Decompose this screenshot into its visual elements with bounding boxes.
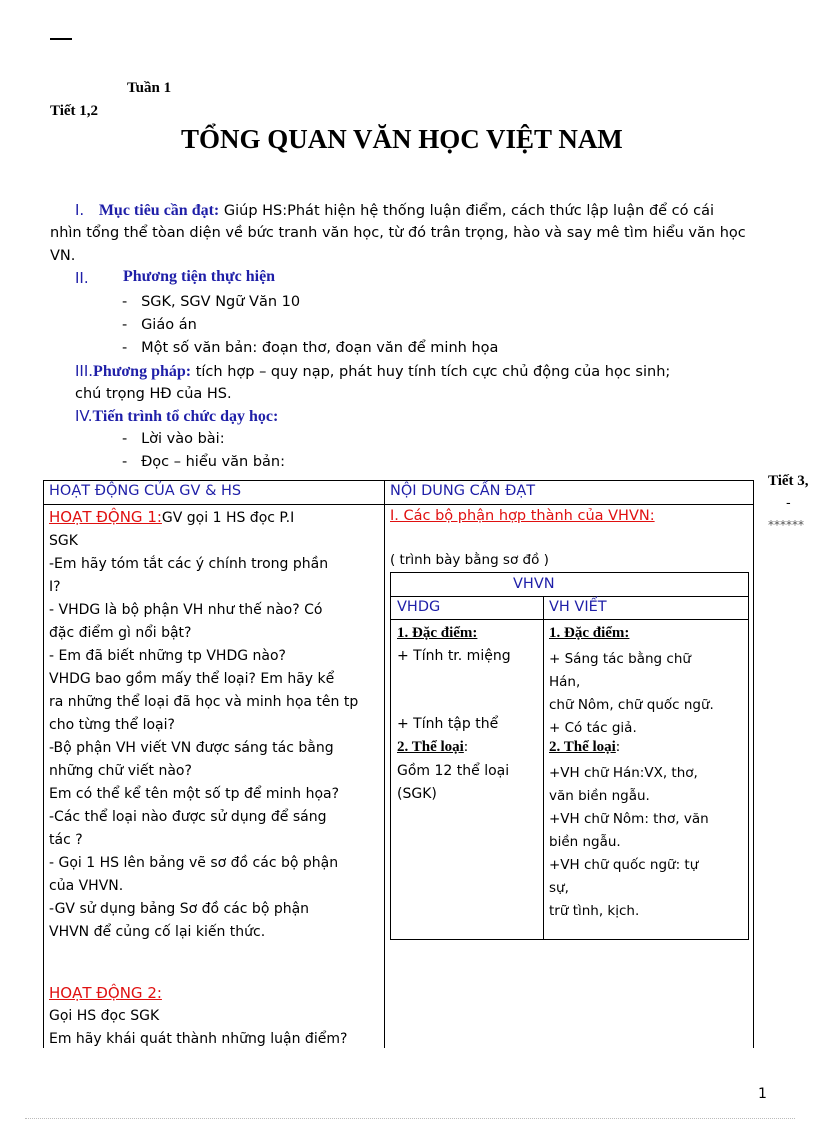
- section-1-text-3: VN.: [50, 248, 76, 264]
- section-4-line: [75, 405, 278, 429]
- diagram-title-border: [390, 596, 749, 597]
- vhviet-genre-line-text: +VH chữ quốc ngữ: tự: [549, 857, 699, 873]
- vhviet-genre-colon: :: [615, 739, 620, 755]
- section-2-item-3-text: Một số văn bản: đoạn thơ, đoạn văn để minh họa: [141, 340, 499, 356]
- activity-2-label: HOẠT ĐỘNG 2:: [49, 984, 162, 1002]
- vhviet-features-title: 1. Đặc điểm:: [549, 625, 630, 641]
- section-4-item-2-text: Đọc – hiểu văn bản:: [141, 454, 285, 470]
- vhviet-genre-line: [549, 739, 620, 756]
- section-4-item-2: - Đọc – hiểu văn bản:: [122, 454, 285, 470]
- vhviet-genre-line-text: trữ tình, kịch.: [549, 903, 640, 919]
- vhdg-feature-2: + Tính tập thể: [397, 716, 499, 732]
- section-4-number: IV.: [75, 407, 93, 425]
- section-2-heading: Phương tiện thực hiện: [123, 268, 276, 285]
- vhdg-genre-text-2: (SGK): [397, 786, 437, 802]
- vhviet-feature-line: Hán,: [549, 674, 581, 690]
- section-4-item-1-text: Lời vào bài:: [141, 431, 225, 447]
- period-label: Tiết 1,2: [50, 103, 99, 119]
- section-1-text-2: nhìn tổng thể tòan diện về bức tranh văn học, từ đó trân trọng, hào và say mê tìm hiểu văn học: [50, 225, 746, 241]
- section-2-item-3: - Một số văn bản: đoạn thơ, đoạn văn để minh họa: [122, 340, 499, 356]
- activity-1-text-line: VHVN để củng cố lại kiến thức.: [49, 924, 266, 940]
- side-dash: -: [786, 496, 791, 511]
- table-left-border: [43, 480, 44, 1048]
- section-1-line: [75, 199, 714, 223]
- vhdg-genre-title: 2. Thể loại: [397, 739, 464, 755]
- activity-1-text-line: SGK: [49, 533, 78, 549]
- activity-1-text-line: I?: [49, 579, 61, 595]
- activity-2-line-2: Em hãy khái quát thành những luận điểm?: [49, 1031, 348, 1047]
- page-number: 1: [758, 1086, 767, 1102]
- diagram-right-header: VH VIẾT: [549, 599, 607, 615]
- top-dash: [50, 38, 72, 40]
- section-1-heading: Mục tiêu cần đạt:: [98, 202, 220, 219]
- diagram-header-border: [390, 619, 749, 620]
- diagram-top-border: [390, 572, 749, 573]
- vhviet-genre-line-text: biền ngẫu.: [549, 834, 621, 850]
- table-mid-border: [384, 480, 385, 1048]
- section-4-heading: Tiến trình tổ chức dạy học:: [92, 408, 279, 425]
- diagram-left-border: [390, 572, 391, 940]
- footer-divider: [25, 1118, 795, 1119]
- table-header-border: [43, 504, 754, 505]
- section-1-text: Giúp HS:Phát hiện hệ thống luận điểm, cách thức lập luận để có cái: [219, 203, 715, 219]
- activity-1-text-line: - VHDG là bộ phận VH như thế nào? Có: [49, 602, 323, 618]
- vhdg-genre-text-1: Gồm 12 thể loại: [397, 763, 510, 779]
- side-period-label: Tiết 3,: [768, 473, 809, 489]
- section-3-heading: Phương pháp:: [93, 363, 192, 380]
- vhdg-features-title: 1. Đặc điểm:: [397, 625, 478, 641]
- diagram-left-header: VHDG: [397, 599, 441, 615]
- section-2-item-2-text: Giáo án: [141, 317, 197, 333]
- vhviet-genre-line-text: văn biền ngẫu.: [549, 788, 650, 804]
- vhviet-feature-line: + Sáng tác bằng chữ: [549, 651, 691, 667]
- section-3-number: III.: [75, 362, 94, 380]
- table-top-border: [43, 480, 754, 481]
- diagram-bottom-border: [390, 939, 749, 940]
- activity-1-text-line: VHDG bao gồm mấy thể loại? Em hãy kể: [49, 671, 335, 687]
- activity-1-lines: [49, 530, 358, 944]
- vhdg-genre-line: [397, 739, 468, 756]
- activity-1-text-line: -Bộ phận VH viết VN được sáng tác bằng: [49, 740, 334, 756]
- vhviet-feature-line: chữ Nôm, chữ quốc ngữ.: [549, 697, 714, 713]
- col2-heading: I. Các bộ phận hợp thành của VHVN:: [390, 508, 655, 524]
- activity-1-text-line: ra những thể loại đã học và minh họa tên tp: [49, 694, 359, 710]
- section-2-item-2: - Giáo án: [122, 317, 197, 333]
- section-3-text-2: chú trọng HĐ của HS.: [75, 386, 232, 402]
- vhviet-genre-line-text: +VH chữ Hán:VX, thơ,: [549, 765, 698, 781]
- section-1-number: I.: [75, 201, 85, 219]
- diagram-mid-border: [543, 596, 544, 940]
- activity-1-text-line: - Gọi 1 HS lên bảng vẽ sơ đồ các bộ phận: [49, 855, 339, 871]
- diagram-right-border: [748, 572, 749, 940]
- activity-1-text: GV gọi 1 HS đọc P.I: [161, 510, 295, 526]
- col1-content: [49, 506, 358, 944]
- activity-1-text-line: Em có thể kể tên một số tp để minh họa?: [49, 786, 340, 802]
- section-3-text: tích hợp – quy nạp, phát huy tính tích cực chủ động của học sinh;: [191, 364, 671, 380]
- activity-1-text-line: - Em đã biết những tp VHDG nào?: [49, 648, 286, 664]
- side-stars: ******: [768, 518, 804, 532]
- col2-header: NỘI DUNG CẦN ĐẠT: [390, 483, 536, 499]
- page-title: TỔNG QUAN VĂN HỌC VIỆT NAM: [181, 124, 623, 154]
- activity-1-text-line: những chữ viết nào?: [49, 763, 192, 779]
- activity-1-text-line: -GV sử dụng bảng Sơ đồ các bộ phận: [49, 901, 310, 917]
- table-right-border: [753, 480, 754, 1048]
- vhviet-features: [549, 648, 714, 740]
- section-4-item-1: - Lời vào bài:: [122, 431, 225, 447]
- vhviet-genres: [549, 762, 709, 923]
- vhviet-genre-title: 2. Thể loại: [549, 739, 616, 755]
- section-2-item-1: - SGK, SGV Ngữ Văn 10: [122, 294, 301, 310]
- vhviet-feature-line: + Có tác giả.: [549, 720, 637, 736]
- vhdg-genre-colon: :: [463, 739, 468, 755]
- activity-1-text-line: cho từng thể loại?: [49, 717, 175, 733]
- vhviet-genre-line-text: +VH chữ Nôm: thơ, văn: [549, 811, 709, 827]
- activity-1-text-line: -Các thể loại nào được sử dụng để sáng: [49, 809, 327, 825]
- col1-header: HOẠT ĐỘNG CỦA GV & HS: [49, 483, 242, 499]
- vhviet-genre-line-text: sự,: [549, 880, 569, 896]
- section-2-line: [75, 268, 276, 287]
- activity-1-text-line: của VHVN.: [49, 878, 124, 894]
- col1-content-2: [49, 982, 347, 1051]
- section-3-line: [75, 360, 670, 384]
- activity-1-text-line: tác ?: [49, 832, 83, 848]
- vhdg-feature-1: + Tính tr. miệng: [397, 648, 511, 664]
- section-2-number: II.: [75, 269, 89, 287]
- activity-1-text-line: -Em hãy tóm tắt các ý chính trong phần: [49, 556, 329, 572]
- activity-1-line: [49, 506, 358, 530]
- activity-1-label: HOẠT ĐỘNG 1:: [49, 508, 162, 526]
- activity-1-text-line: đặc điểm gì nổi bật?: [49, 625, 192, 641]
- week-label: Tuần 1: [127, 80, 172, 96]
- col2-note: ( trình bày bằng sơ đồ ): [390, 552, 549, 568]
- diagram-title: VHVN: [513, 576, 555, 592]
- section-2-item-1-text: SGK, SGV Ngữ Văn 10: [141, 294, 301, 310]
- activity-2-line-1: Gọi HS đọc SGK: [49, 1008, 160, 1024]
